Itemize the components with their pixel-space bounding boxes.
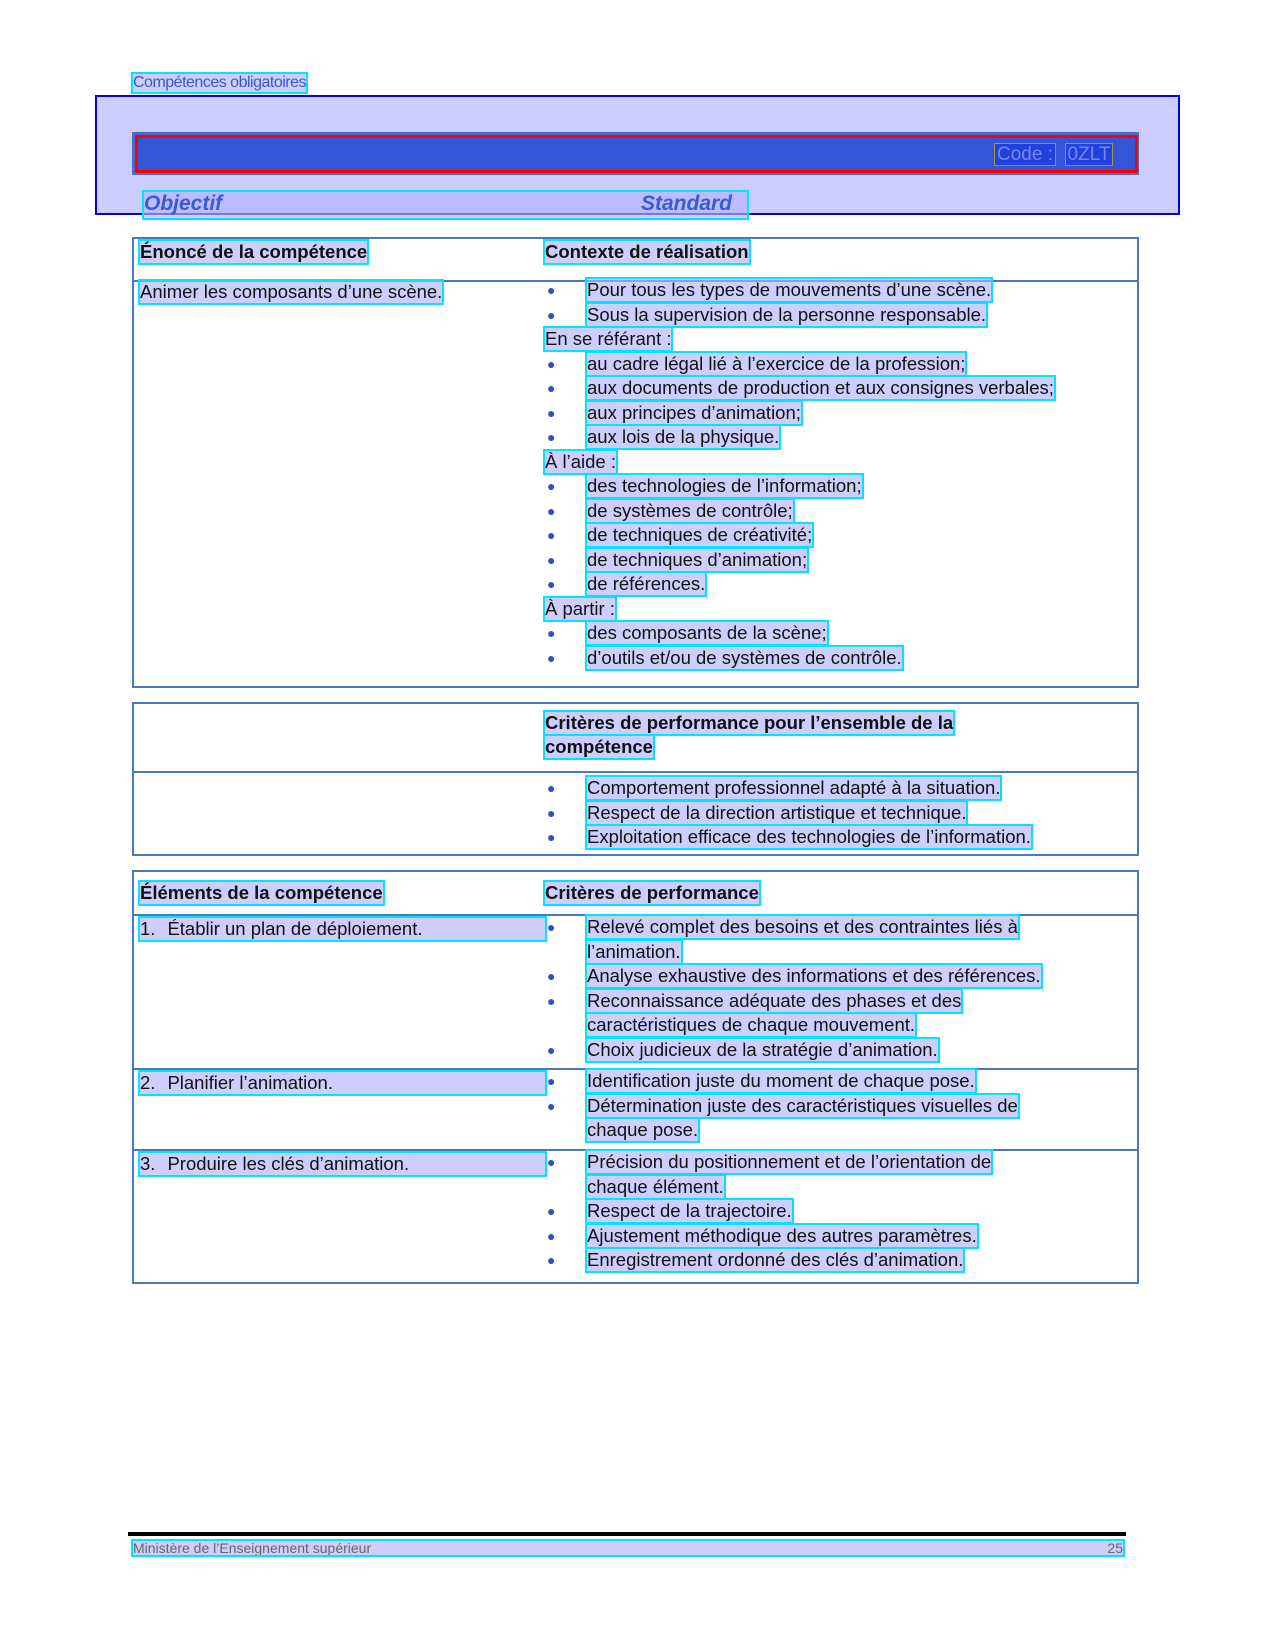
element-label <box>140 918 545 940</box>
criterion-line: Ajustement méthodique des autres paramètres. <box>587 1224 977 1246</box>
standard-label: Standard <box>641 192 733 215</box>
bullet-icon: ● <box>547 992 556 1009</box>
text-line: À l’aide : <box>545 450 616 472</box>
element-label <box>140 1153 545 1175</box>
bullet-icon: ● <box>547 1097 556 1114</box>
elements-table <box>132 870 1139 1284</box>
text-line: aux principes d’animation; <box>587 401 801 423</box>
bullet-icon: ● <box>547 1154 556 1170</box>
code-value: 0ZLT <box>1067 144 1111 165</box>
bullet-icon: ● <box>547 1252 556 1268</box>
bullet-icon: ● <box>547 429 556 445</box>
criteria-header-2: compétence <box>545 736 653 757</box>
criterion-line: Détermination juste des caractéristiques visuelles de <box>587 1094 1018 1116</box>
bullet-icon: ● <box>547 1227 556 1244</box>
text-line: des composants de la scène; <box>587 622 827 643</box>
bullet-icon: ● <box>547 804 556 821</box>
bullet-icon: ● <box>547 404 556 421</box>
element-label <box>140 1072 545 1094</box>
criterion-line: Précision du positionnement et de l’orientation de <box>587 1151 992 1172</box>
col1-header: Énoncé de la compétence <box>140 241 368 262</box>
element-text: Planifier l’animation. <box>167 1072 333 1093</box>
text-line: Sous la supervision de la personne responsable. <box>587 303 987 325</box>
element-text: Établir un plan de déploiement. <box>167 918 423 939</box>
bullet-icon: ● <box>547 306 556 323</box>
bullet-icon: ● <box>547 282 556 298</box>
element-number: 3. <box>140 1153 156 1174</box>
text-line: À partir : <box>545 597 615 619</box>
bullet-icon: ● <box>547 576 556 592</box>
criterion-line: Respect de la trajectoire. <box>587 1200 792 1221</box>
criteria-header: Critères de performance pour l’ensemble de la <box>545 712 954 733</box>
bullet-icon: ● <box>547 527 556 543</box>
text-line: Respect de la direction artistique et technique. <box>587 801 967 823</box>
row-divider <box>134 771 1137 773</box>
bullet-icon: ● <box>547 1073 556 1089</box>
criterion-line: caractéristiques de chaque mouvement. <box>587 1014 916 1035</box>
criterion-line: Analyse exhaustive des informations et des références. <box>587 965 1041 986</box>
bullet-icon: ● <box>547 780 556 796</box>
criterion-line: Enregistrement ordonné des clés d’animation. <box>587 1249 964 1270</box>
bullet-icon: ● <box>547 551 556 568</box>
text-line: Comportement professionnel adapté à la situation. <box>587 777 1001 798</box>
criterion-line: Identification juste du moment de chaque pose. <box>587 1070 975 1091</box>
text-line: aux documents de production et aux consignes verbales; <box>587 377 1054 398</box>
text-line: En se référant : <box>545 328 672 349</box>
criterion-line: Relevé complet des besoins et des contraintes liés à <box>587 916 1018 937</box>
criterion-line: chaque élément. <box>587 1175 724 1197</box>
element-text: Produire les clés d’animation. <box>167 1153 410 1174</box>
col1-header: Éléments de la compétence <box>140 882 383 903</box>
bullet-icon: ● <box>547 1041 556 1058</box>
text-line: d’outils et/ou de systèmes de contrôle. <box>587 646 902 668</box>
criterion-line: Reconnaissance adéquate des phases et des <box>587 989 962 1011</box>
bullet-icon: ● <box>547 829 556 845</box>
text-line: Pour tous les types de mouvements d’une scène. <box>587 279 992 300</box>
col2-header: Critères de performance <box>545 882 759 903</box>
footer <box>133 1541 1123 1555</box>
col2-header: Contexte de réalisation <box>545 241 749 262</box>
section-title: Compétences obligatoires <box>133 74 306 91</box>
criterion-line: Choix judicieux de la stratégie d’animation. <box>587 1038 938 1060</box>
criterion-line: chaque pose. <box>587 1119 699 1140</box>
element-number: 1. <box>140 918 156 939</box>
element-number: 2. <box>140 1072 156 1093</box>
text-line: Exploitation efficace des technologies de l’information. <box>587 826 1031 847</box>
overall-criteria-table <box>132 702 1139 856</box>
footer-ministry: Ministère de l’Enseignement supérieur <box>133 1540 372 1556</box>
text-line: de techniques de créativité; <box>587 524 813 545</box>
bullet-icon: ● <box>547 380 556 396</box>
text-line: de techniques d’animation; <box>587 548 808 570</box>
bullet-icon: ● <box>547 1203 556 1219</box>
code-label: Code : <box>997 144 1053 165</box>
bullet-icon: ● <box>547 478 556 494</box>
code-band-inner <box>135 135 1138 173</box>
competence-table <box>132 237 1139 688</box>
text-line: des technologies de l’information; <box>587 475 862 496</box>
bullet-icon: ● <box>547 968 556 984</box>
text-line: au cadre légal lié à l’exercice de la profession; <box>587 352 966 374</box>
objective-standard-row <box>144 192 747 218</box>
bullet-icon: ● <box>547 355 556 372</box>
code-field <box>995 144 1112 166</box>
bullet-icon: ● <box>547 919 556 935</box>
bullet-icon: ● <box>547 625 556 641</box>
objective-label: Objectif <box>144 192 223 215</box>
footer-rule <box>128 1532 1126 1536</box>
competence-statement: Animer les composants d’une scène. <box>140 281 443 302</box>
text-line: de systèmes de contrôle; <box>587 499 793 521</box>
bullet-icon: ● <box>547 649 556 666</box>
bullet-icon: ● <box>547 502 556 519</box>
page-number: 25 <box>1107 1540 1123 1556</box>
text-line: de références. <box>587 573 706 594</box>
criterion-line: l’animation. <box>587 940 681 962</box>
text-line: aux lois de la physique. <box>587 426 780 447</box>
